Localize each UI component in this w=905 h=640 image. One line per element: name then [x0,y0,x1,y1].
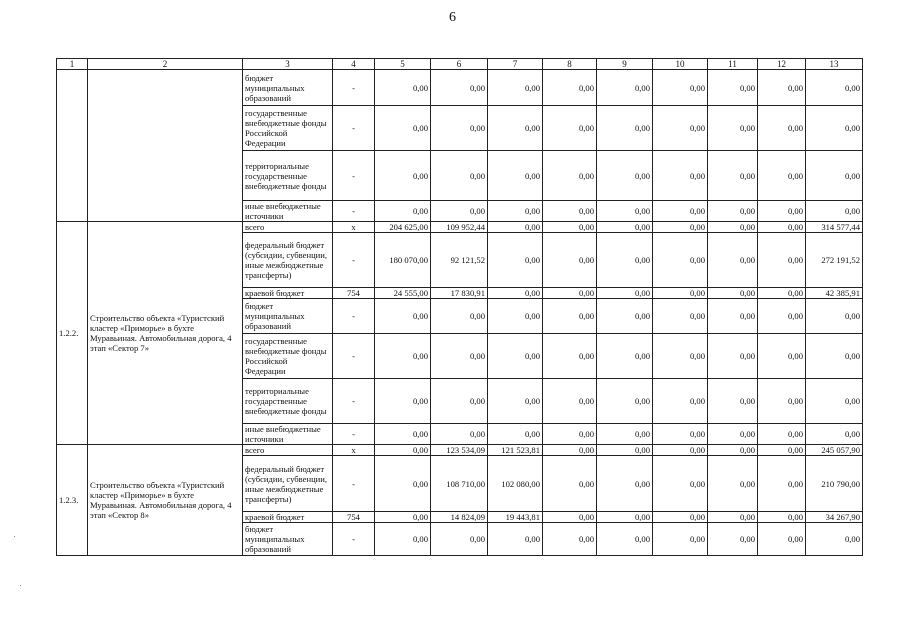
amount-cell: 0,00 [708,299,758,334]
amount-cell: 0,00 [653,106,708,151]
amount-cell: 0,00 [597,424,653,445]
budget-code: x [333,445,375,456]
amount-cell: 42 385,91 [806,288,863,299]
column-header: 3 [243,59,333,70]
amount-cell: 0,00 [708,222,758,233]
table-row [57,222,863,233]
funding-source: федеральный бюджет (субсидии, субвенции, иные межбюджетные трансферты) [243,233,333,288]
amount-cell: 0,00 [543,445,597,456]
amount-cell: 0,00 [653,512,708,523]
amount-cell: 0,00 [708,106,758,151]
budget-code: - [333,106,375,151]
amount-cell: 0,00 [488,201,543,222]
header-row [57,59,863,70]
amount-cell: 0,00 [758,288,806,299]
amount-cell: 0,00 [708,233,758,288]
funding-source: краевой бюджет [243,512,333,523]
item-number: 1.2.2. [57,222,88,445]
amount-cell: 0,00 [597,523,653,556]
scan-speck [20,585,21,586]
amount-cell: 0,00 [653,379,708,424]
amount-cell: 0,00 [806,523,863,556]
amount-cell: 0,00 [543,201,597,222]
column-header: 8 [543,59,597,70]
amount-cell: 0,00 [653,222,708,233]
item-name: Строительство объекта «Туристский кластер «Приморье» в бухте Муравьиная. Автомобильная дорога, 4 этап «Сектор 7» [88,222,243,445]
budget-code: - [333,151,375,201]
amount-cell: 0,00 [806,106,863,151]
amount-cell: 0,00 [653,201,708,222]
budget-code: - [333,70,375,106]
amount-cell: 0,00 [543,288,597,299]
amount-cell: 0,00 [708,379,758,424]
column-header: 10 [653,59,708,70]
amount-cell: 0,00 [375,445,431,456]
table-body [57,59,863,556]
amount-cell: 0,00 [758,70,806,106]
amount-cell: 0,00 [653,445,708,456]
amount-cell: 0,00 [488,70,543,106]
funding-source: бюджет муниципальных образований [243,523,333,556]
amount-cell: 204 625,00 [375,222,431,233]
table-row [57,445,863,456]
amount-cell: 0,00 [708,456,758,512]
column-header: 6 [431,59,488,70]
amount-cell: 34 267,90 [806,512,863,523]
funding-source: государственные внебюджетные фонды Российской Федерации [243,106,333,151]
funding-source: иные внебюджетные источники [243,424,333,445]
amount-cell: 0,00 [758,424,806,445]
amount-cell: 0,00 [708,523,758,556]
budget-code: - [333,424,375,445]
amount-cell: 123 534,09 [431,445,488,456]
amount-cell: 17 830,91 [431,288,488,299]
funding-source: территориальные государственные внебюджетные фонды [243,379,333,424]
budget-code: x [333,222,375,233]
funding-source: федеральный бюджет (субсидии, субвенции, иные межбюджетные трансферты) [243,456,333,512]
amount-cell: 0,00 [758,512,806,523]
column-header: 1 [57,59,88,70]
item-number [57,70,88,222]
amount-cell: 0,00 [543,379,597,424]
amount-cell: 0,00 [758,201,806,222]
amount-cell: 0,00 [653,424,708,445]
column-header: 4 [333,59,375,70]
amount-cell: 0,00 [431,523,488,556]
amount-cell: 0,00 [597,288,653,299]
amount-cell: 0,00 [375,456,431,512]
amount-cell: 0,00 [806,201,863,222]
amount-cell: 0,00 [708,151,758,201]
amount-cell: 0,00 [758,456,806,512]
amount-cell: 0,00 [543,334,597,379]
amount-cell: 0,00 [375,424,431,445]
column-header: 5 [375,59,431,70]
amount-cell: 0,00 [375,201,431,222]
funding-source: бюджет муниципальных образований [243,70,333,106]
amount-cell: 0,00 [431,201,488,222]
amount-cell: 0,00 [431,379,488,424]
amount-cell: 0,00 [597,222,653,233]
column-header: 9 [597,59,653,70]
amount-cell: 0,00 [806,70,863,106]
amount-cell: 0,00 [543,106,597,151]
amount-cell: 0,00 [543,70,597,106]
amount-cell: 0,00 [758,523,806,556]
amount-cell: 0,00 [708,201,758,222]
amount-cell: 245 057,90 [806,445,863,456]
item-name [88,70,243,222]
amount-cell: 210 790,00 [806,456,863,512]
budget-code: 754 [333,512,375,523]
amount-cell: 0,00 [488,106,543,151]
funding-source: всего [243,222,333,233]
amount-cell: 0,00 [375,299,431,334]
budget-table [56,58,863,556]
amount-cell: 0,00 [708,424,758,445]
amount-cell: 19 443,81 [488,512,543,523]
amount-cell: 0,00 [488,288,543,299]
amount-cell: 0,00 [597,299,653,334]
column-header: 2 [88,59,243,70]
scan-speck [14,536,15,537]
amount-cell: 0,00 [375,523,431,556]
amount-cell: 24 555,00 [375,288,431,299]
amount-cell: 0,00 [708,288,758,299]
amount-cell: 0,00 [488,233,543,288]
amount-cell: 0,00 [597,512,653,523]
amount-cell: 0,00 [375,379,431,424]
funding-source: всего [243,445,333,456]
amount-cell: 0,00 [488,222,543,233]
amount-cell: 0,00 [375,106,431,151]
amount-cell: 121 523,81 [488,445,543,456]
amount-cell: 0,00 [653,151,708,201]
budget-code: - [333,201,375,222]
column-header: 7 [488,59,543,70]
amount-cell: 0,00 [597,456,653,512]
amount-cell: 272 191,52 [806,233,863,288]
table-row [57,70,863,106]
amount-cell: 0,00 [375,70,431,106]
amount-cell: 0,00 [653,299,708,334]
amount-cell: 0,00 [597,201,653,222]
amount-cell: 0,00 [543,512,597,523]
column-header: 13 [806,59,863,70]
amount-cell: 0,00 [543,233,597,288]
amount-cell: 0,00 [653,233,708,288]
column-header: 12 [758,59,806,70]
amount-cell: 0,00 [758,151,806,201]
amount-cell: 0,00 [488,151,543,201]
funding-source: государственные внебюджетные фонды Российской Федерации [243,334,333,379]
funding-source: территориальные государственные внебюджетные фонды [243,151,333,201]
amount-cell: 0,00 [488,299,543,334]
amount-cell: 0,00 [543,151,597,201]
amount-cell: 0,00 [543,299,597,334]
page-number: 6 [449,10,456,25]
amount-cell: 0,00 [543,456,597,512]
amount-cell: 0,00 [488,379,543,424]
amount-cell: 0,00 [431,70,488,106]
amount-cell: 0,00 [806,151,863,201]
amount-cell: 0,00 [375,334,431,379]
funding-source: краевой бюджет [243,288,333,299]
budget-code: - [333,456,375,512]
amount-cell: 0,00 [758,334,806,379]
amount-cell: 0,00 [597,334,653,379]
amount-cell: 0,00 [653,70,708,106]
amount-cell: 0,00 [375,151,431,201]
amount-cell: 0,00 [708,334,758,379]
amount-cell: 0,00 [758,222,806,233]
amount-cell: 0,00 [758,379,806,424]
amount-cell: 0,00 [653,288,708,299]
amount-cell: 0,00 [431,106,488,151]
amount-cell: 0,00 [543,424,597,445]
item-number: 1.2.3. [57,445,88,556]
amount-cell: 0,00 [806,424,863,445]
amount-cell: 109 952,44 [431,222,488,233]
amount-cell: 0,00 [488,424,543,445]
funding-source: иные внебюджетные источники [243,201,333,222]
column-header: 11 [708,59,758,70]
budget-code: - [333,379,375,424]
amount-cell: 0,00 [543,222,597,233]
amount-cell: 102 080,00 [488,456,543,512]
amount-cell: 0,00 [597,379,653,424]
amount-cell: 180 070,00 [375,233,431,288]
amount-cell: 0,00 [488,523,543,556]
amount-cell: 0,00 [431,424,488,445]
amount-cell: 0,00 [758,233,806,288]
amount-cell: 0,00 [597,151,653,201]
amount-cell: 0,00 [543,523,597,556]
budget-code: - [333,334,375,379]
amount-cell: 0,00 [806,334,863,379]
amount-cell: 0,00 [653,523,708,556]
amount-cell: 314 577,44 [806,222,863,233]
amount-cell: 0,00 [488,334,543,379]
amount-cell: 0,00 [708,445,758,456]
amount-cell: 0,00 [375,512,431,523]
amount-cell: 0,00 [708,512,758,523]
amount-cell: 0,00 [597,70,653,106]
amount-cell: 0,00 [758,445,806,456]
amount-cell: 0,00 [758,106,806,151]
amount-cell: 0,00 [653,456,708,512]
budget-code: - [333,523,375,556]
amount-cell: 14 824,09 [431,512,488,523]
budget-code: 754 [333,288,375,299]
amount-cell: 0,00 [431,334,488,379]
budget-code: - [333,299,375,334]
amount-cell: 0,00 [597,233,653,288]
amount-cell: 108 710,00 [431,456,488,512]
amount-cell: 0,00 [708,70,758,106]
amount-cell: 0,00 [806,379,863,424]
amount-cell: 0,00 [431,151,488,201]
amount-cell: 0,00 [806,299,863,334]
amount-cell: 0,00 [597,445,653,456]
budget-code: - [333,233,375,288]
amount-cell: 0,00 [758,299,806,334]
amount-cell: 0,00 [431,299,488,334]
funding-source: бюджет муниципальных образований [243,299,333,334]
amount-cell: 0,00 [653,334,708,379]
amount-cell: 0,00 [597,106,653,151]
item-name: Строительство объекта «Туристский кластер «Приморье» в бухте Муравьиная. Автомобильная дорога, 4 этап «Сектор 8» [88,445,243,556]
amount-cell: 92 121,52 [431,233,488,288]
